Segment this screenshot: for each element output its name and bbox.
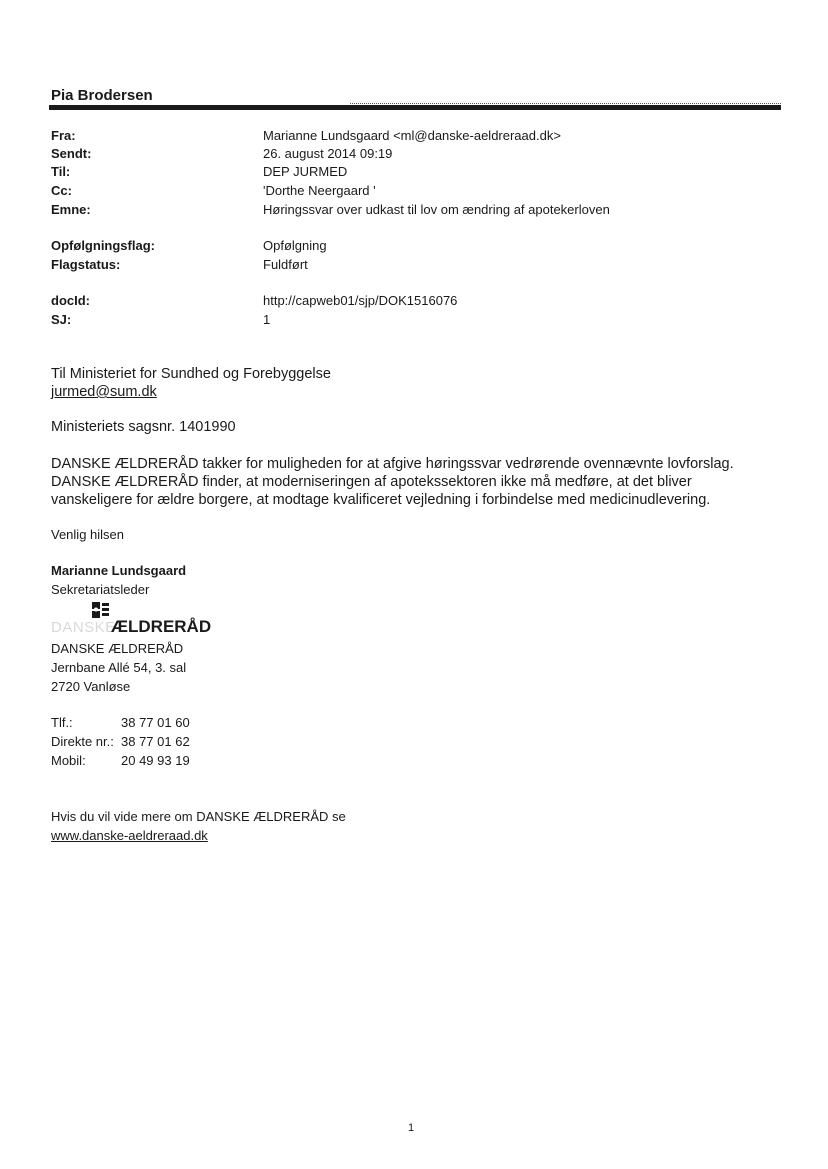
meta-label: Flagstatus: — [51, 257, 121, 272]
meta-label: Fra: — [51, 128, 76, 143]
meta-label: Cc: — [51, 183, 72, 198]
recipient-email-link[interactable]: jurmed@sum.dk — [51, 384, 157, 400]
signature-address-line: 2720 Vanløse — [51, 679, 131, 694]
meta-value: DEP JURMED — [263, 164, 348, 179]
paragraph-line: DANSKE ÆLDRERÅD takker for muligheden for at afgive høringssvar vedrørende ovennævnte lovforslag. — [51, 456, 734, 472]
page-number: 1 — [408, 1122, 415, 1134]
contact-row-phone — [51, 713, 351, 732]
greeting: Venlig hilsen — [51, 527, 124, 542]
contact-value: 20 49 93 19 — [121, 753, 190, 768]
website-link[interactable]: www.danske-aeldreraad.dk — [51, 828, 208, 843]
meta-label: Til: — [51, 164, 71, 179]
meta-row-cc — [51, 182, 751, 200]
meta-value: Opfølgning — [263, 238, 327, 253]
signature-org: DANSKE ÆLDRERÅD — [51, 641, 184, 656]
meta-row-from — [51, 127, 751, 145]
signature-name: Marianne Lundsgaard — [51, 563, 187, 578]
contact-row-mobile — [51, 751, 351, 770]
contact-value: 38 77 01 62 — [121, 734, 190, 749]
meta-value: Marianne Lundsgaard <ml@danske-aeldreraad.dk> — [263, 128, 561, 143]
meta-value: 26. august 2014 09:19 — [263, 146, 393, 161]
meta-row-docid — [51, 292, 751, 310]
meta-value: 'Dorthe Neergaard ' — [263, 183, 376, 198]
meta-label: Opfølgningsflag: — [51, 238, 155, 253]
more-info-text: Hvis du vil vide mere om DANSKE ÆLDRERÅD se — [51, 809, 346, 824]
meta-label: SJ: — [51, 312, 72, 327]
signature-address-line: Jernbane Allé 54, 3. sal — [51, 660, 187, 675]
contact-row-direct — [51, 732, 351, 751]
recipient-line: Til Ministeriet for Sundhed og Forebyggelse — [51, 366, 331, 382]
meta-value: Høringssvar over udkast til lov om ændring af apotekerloven — [263, 202, 610, 217]
header-rule — [49, 105, 781, 110]
case-number: Ministeriets sagsnr. 1401990 — [51, 419, 236, 435]
contact-label: Mobil: — [51, 753, 86, 768]
meta-row-sj — [51, 311, 751, 329]
logo-mark-icon — [91, 600, 111, 620]
logo-text-right: ÆLDRERÅD — [111, 617, 212, 636]
signature-title: Sekretariatsleder — [51, 582, 150, 597]
contact-value: 38 77 01 60 — [121, 715, 190, 730]
contact-label: Tlf.: — [51, 715, 73, 730]
paragraph-line: vanskeligere for ældre borgere, at modtage kvalificeret vejledning i forbindelse med medicinudlevering. — [51, 492, 711, 508]
logo-text-left: DANSKE — [51, 619, 116, 636]
meta-label: docId: — [51, 293, 90, 308]
paragraph-line: DANSKE ÆLDRERÅD finder, at moderniseringen af apotekssektoren ikke må medføre, at det bliver — [51, 474, 692, 490]
meta-label: Sendt: — [51, 146, 92, 161]
meta-label: Emne: — [51, 202, 91, 217]
meta-row-sent — [51, 145, 751, 163]
meta-row-subject — [51, 201, 751, 219]
meta-value: http://capweb01/sjp/DOK1516076 — [263, 293, 458, 308]
meta-row-to — [51, 163, 751, 181]
sender-name: Pia Brodersen — [51, 87, 153, 104]
contact-label: Direkte nr.: — [51, 734, 114, 749]
meta-row-flag-status — [51, 256, 751, 274]
meta-row-followup-flag — [51, 237, 751, 255]
organization-logo — [51, 600, 231, 640]
meta-value: Fuldført — [263, 257, 308, 272]
meta-value: 1 — [263, 312, 271, 327]
